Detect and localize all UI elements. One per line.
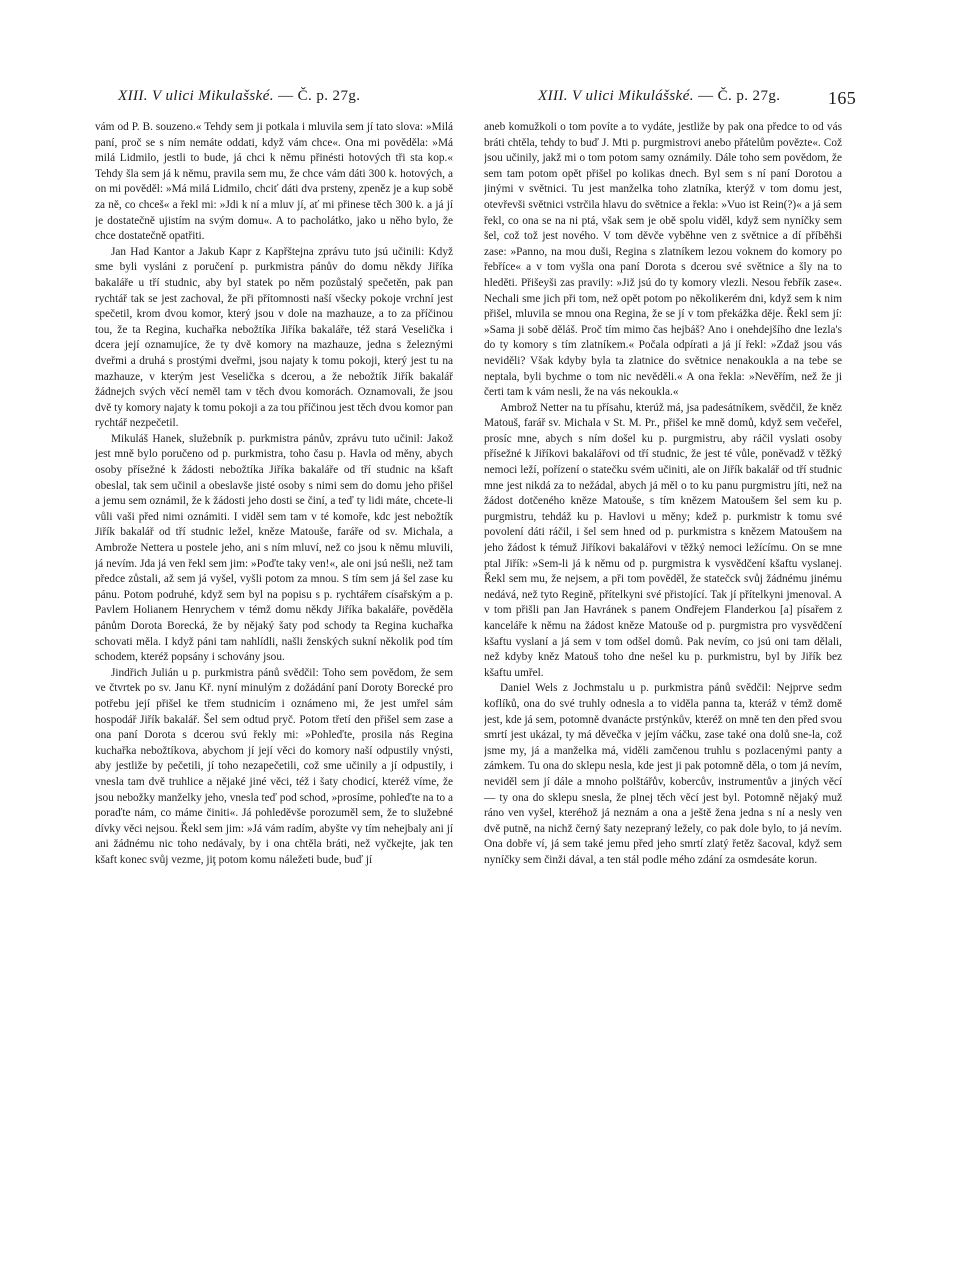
paragraph: vám od P. B. souzeno.« Tehdy sem ji potkala i mluvila sem jí tato slova: »Milá paní, proč se s ním nemáte oddati, když vám chce«. Ona mi pověděla: »Má milá Lidmilo, jestli to bude, já chci k němu přinésti hotových tři sta kop.« Tehdy šla sem já k němu, pravila sem mu, že chce vám dáti 300 k. hotových, a on mi pověděl: »Má milá Lidmilo, chciť dáti dva prsteny, zpeněz je a kup sobě za ně, co chceš« a řekl mi: »Jdi k ní a mluv jí, ať mi přinese těch 300 k. a já jí je dostatečně ujistím na svým domu«. A to pacholátko, jako u něho bylo, že chce dostatečně opatřiti. bbox=[95, 121, 453, 243]
page-number: 165 bbox=[828, 88, 857, 108]
running-head-left-title: XIII. V ulici Mikulašské. bbox=[118, 88, 274, 104]
running-head-right bbox=[538, 88, 780, 105]
paragraph: Jindřich Julián u p. purkmistra pánů svědčil: Toho sem povědom, že sem ve čtvrtek po sv. Janu Kř. nyní minulým z dožádání paní Doroty Borecké pro potřebu její přišel ke třem studnicím i oznámeno mi, že jest umřel sám hospodář Jiřík bakalář. Šel sem odtud pryč. Potom třetí den přišel sem zase a ona paní Dorota s dcerou svú řekly mi: »Pohleďte, prosila nás Regina kuchařka nebožtíkova, abychom jí její věci do komory naší odpustily vnýsti, aby jestliže by pečetili, jí toho nezapečetili, což sme učinily a jí odpustily, i vnesla tam dvě truhlice a nějaké jiné věci, též i šaty chodicí, kteréž víme, že jsou nebožky manželky jeho, vnesla teď pod schod, »prosíme, pohleďte na to a poraďte nám, co máme činiti«. Já pohleděvše porozuměl sem, že to služebné dívky věci nejsou. Řekl sem jim: »Já vám radím, abyšte vy tím nehejbaly ani jí ani žádnému nic toho nedávaly, by i ona chtěla bráti, než vyčkejte, jak ten kšaft konec svůj vezme, jiţ potom komu náležeti bude, buď jí bbox=[95, 666, 453, 866]
paragraph: aneb komužkoli o tom povíte a to vydáte, jestliže by pak ona předce to od vás bráti chtěla, tehdy to buď J. Mti p. purgmistrovi anebo přátelům povězte«. Což jsou učinily, jakž mi o tom potom samy oznámily. Dále toho sem povědom, že sem tam potom opět přišel po kolikas dnech. Byl sem s ní paní Dorotou a jinými v světnici. Tu jest manželka toho zlatníka, kterýž v tom domu jest, otevřevši světnici vstrčila hlavu do světnice a řekla: »Vuo ist Rein(?)« a já sem řekl, co ona se na ni ptá, však sem je obě spolu viděl, když sem nyníčky sem šel, což tož jest nového. V tom děvče vyběhne ven z světnice a dí příběhši zase: »Panno, na mou duši, Regina s zlatníkem lezou voknem do komory po řebříce« a v tom vyšla ona paní Dorota s dcerou své světnice a šly na to hleděti. Přišeyši zas pravily: »Již jsú do ty komory vlezli. Nesou řebřík zase«. Nechali sme jich při tom, než opět potom po několikerém dni, když sem k nim přišel, mluvila se mnou ona Regina, že se jí v tom překážka děje. Řekl sem jí: »Sama ji sobě děláš. Proč tím mimo čas hejbáš? Ano i onehdejšího dne lezla's do ty komory s tím zlatníkem.« Počala odpírati a já jí řekl: »Zdaž jsou vás neviděli? Však kdyby byla ta zlatnice do světnice nenakoukla a na tebe se neptala, byli bychme o tom nic nevěděli.« A ona řekla: »Nevěřím, než že ji čerti tam k vám nesli, že na vás nekoukla.« bbox=[484, 121, 842, 399]
running-head-right-title: XIII. V ulici Mikulášské. bbox=[538, 88, 694, 104]
paragraph: Mikuláš Hanek, služebník p. purkmistra pánův, zprávu tuto učinil: Jakož jest mně bylo poručeno od p. purkmistra, toho času p. Havla od měny, abych osoby přísežné k žádosti nebožtíka Jiříka bakaláře od tří studnic na kšaft obeslal, tak sem učinil a obeslavše jisté osoby s nimi sem do domu jeho přišel a jemu sem oznámil, že k žádosti jeho dosti se činí, a teď ty lidi máte, chcete-li vůli vaši před nimi oznámiti. I viděl sem tam v té komoře, kdc jest nebožtík Jiřík bakalář od tří studnic ležel, kněze Matouše, faráře od sv. Michala, a Ambrože Nettera u postele jeho, ani s ním mluví, než co jsou k němu mluvili, já nevím. Jda já ven řekl sem jim: »Poďte taky ven!«, ale oni jsú nešli, než tam předce zůstali, až sem já vyšel, vyšli potom za mnou. S tím sem já šel zase ku pánu. Potom podruhé, když sem byl na popisu s p. rychtářem císařským a p. Pavlem Holianem Henrychem v témž domu někdy Jiříka bakaláře, pověděla pánům Dorota Borecká, že by nějaký šaty pod schody ta Regina kuchařka schovati měla. I když páni tam nahlídli, našli ženských sukní několik pod tím schodem, kteréž popsány i schovány jsou. bbox=[95, 432, 453, 664]
left-column bbox=[95, 120, 453, 1240]
page-header bbox=[0, 88, 960, 114]
running-head-right-number: — Č. p. 27g. bbox=[698, 88, 781, 104]
paragraph: Ambrož Netter na tu přísahu, kterúž má, jsa padesátníkem, svědčil, že kněz Matouš, farář sv. Michala v St. M. Pr., přišel ke mně domů, když sem večeřel, prosíc mne, abych s ním došel ku p. purgmistru, aby ráčil vyslati osoby přísežné k Jiříkovi bakalářovi od tří studnic, že jest té vůle, poněvadž v těžký nemoci leží, pořízení o statečku svém učiniti, ale on Jiřík bakalář od tří studnic mne jest nikdá za to nežádal, abych já měl o to ku panu purgmistru jíti, než na žádost dotčeného kněze Matouše, s tím knězem Matoušem šel sem ku p. purgmistru, tehdáž ku p. Havlovi u měny; kdež p. purkmistr k tomu své povolení dáti ráčil, i šel sem hned od p. purkmistra s knězem Matoušem na jeho žádost k témuž Jiříkovi bakalářovi v těžký nemoci ležícímu. On se mne ptal Jiřík: »Sem-li já k němu od p. purgmistra k vysvědčení kšaftu vyslanej. Řekl sem mu, že nejsem, a při tom pověděl, že statečck svůj žádnému jinému nedává, než tyto Regině, přítelkyni své přistojící. Tak jí přítelkyni jmenoval. A v tom přišli pan Jan Havránek s panem Ondřejem Flanderkou [a] písařem z kanceláře k němu na žádost kněze Matouše od p. purgmistra pro vysvědčení kšaftu vyslaní a já sem v tom odšel domů. Pak nevím, co jsú oni tam dělali, než kdyby kněz Matouš toho dne nešel ku p. purkmistru, byl by Jiřík bez kšaftu umřel. bbox=[484, 401, 842, 679]
paragraph: Jan Had Kantor a Jakub Kapr z Kapřštejna zprávu tuto jsú učinili: Když sme byli vysláni z poručení p. purkmistra pánův do domu někdy Jiříka bakaláře u tří studnic, aby byl statek po něm pozůstalý spečetěn, pak pan rychtář tak se jest zachoval, že při přítomnosti naší všecky pokoje vrchní jest spečetil, krom dvou komor, který jsou v dole na mazhauze, a to za příčinou tou, že ta Regina, kuchařka nebožtíka Jiříka bakaláře, též stará Veselička i dcera její oznamujíce, že ty dvě komory na mazhauze, jedna s železnými dveřmi a druhá s prostými dveřmi, jsou najaty k tomu pokoji, který jest tu na mazhauze, v kterým jest Veselička s dcerou, a že nebožtík Jiřík bakalář žádnejch svých věcí neměl tam v těch dvou komorách. Oznamovali, že jsou dvě ty komory najaty k tomu pokoji a za tou příčinou jest těch dvou komor pan rychtář nezpečetil. bbox=[95, 245, 453, 430]
right-column bbox=[484, 120, 842, 1240]
paragraph: Daniel Wels z Jochmstalu u p. purkmistra pánů svědčil: Nejprve sedm koflíků, ona do své truhly odnesla a to viděla panna ta, kteráž v témž domě jest, kde já sem, potomně dvanácte prstýnkův, kteréž on mně ten den před svou smrtí jest ukázal, ty má děvečka v jejím váčku, zase také ona dolů sne-la, což jsme my, já a manželka má, viděli zamčenou truhlu s pozlacenými panty a zámkem. Tu ona do sklepu nesla, kde jest ji pak potomně děla, o tom já nevím, neviděl sem jí dále a mnoho polštářův, kobercův, instrumentův a jiných věcí — ty ona do sklepu snesla, že plnej těch věcí jest byl. Potomně nějaký muž ráno ven vyšel, kteréhož já neznám a ona a ještě žena jedna s ní a nesly ven dvě putně, na nichž černý šaty nezepraný ležely, co pak dole bylo, to já nevím. Ona dobře ví, já sem také jemu před jeho smrtí zlatý řetěz šacoval, když sem nyníčky sem činži dával, a ten stál podle mého zdání za osmdesáte korun. bbox=[484, 682, 842, 866]
running-head-left-number: — Č. p. 27g. bbox=[278, 88, 361, 104]
running-head-left bbox=[118, 88, 360, 105]
